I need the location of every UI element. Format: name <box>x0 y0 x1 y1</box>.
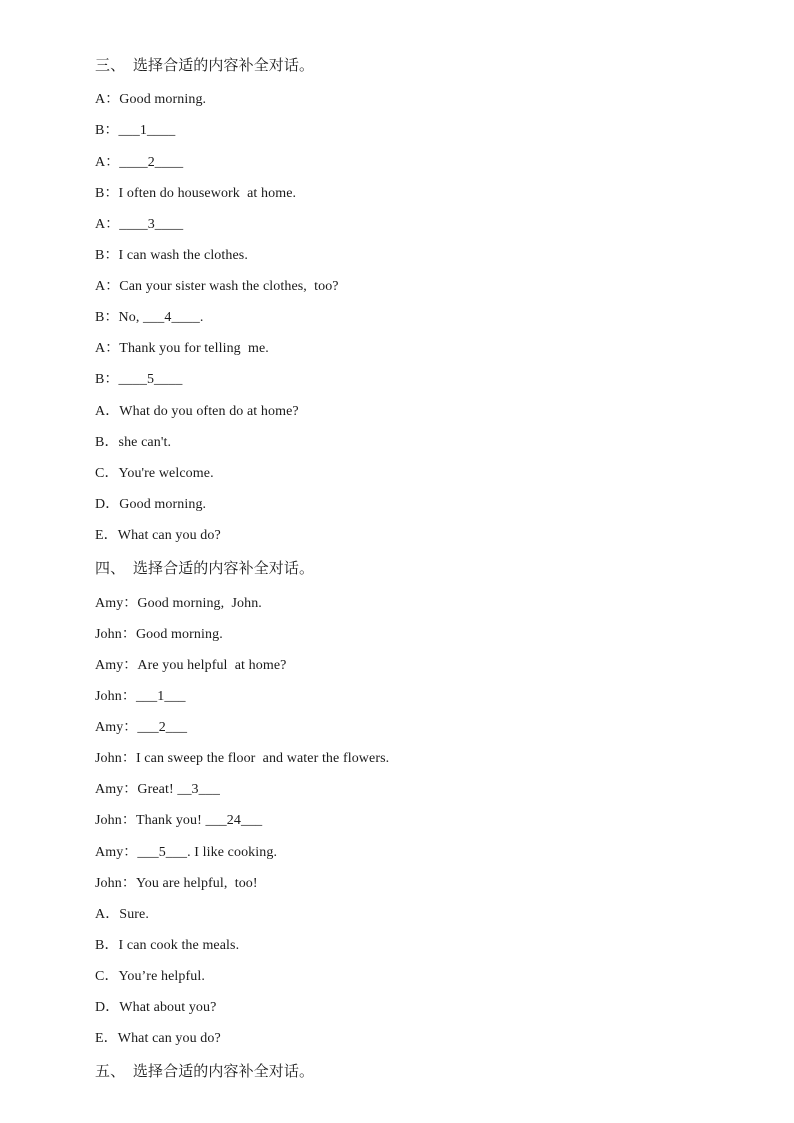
section-4-option: D．What about you? <box>95 1000 217 1015</box>
section-3-dialogue-line: B：___1____ <box>95 123 176 138</box>
section-3-dialogue-line: B：No, ___4____. <box>95 310 204 325</box>
section-4-dialogue-line: Amy：Good morning, John. <box>95 596 262 611</box>
section-4-option: C．You’re helpful. <box>95 969 205 984</box>
section-3-option: C．You're welcome. <box>95 466 214 481</box>
section-3-dialogue-line: A：____3____ <box>95 217 184 232</box>
section-3-dialogue-line: A：Can your sister wash the clothes, too? <box>95 279 339 294</box>
section-4-option: A．Sure. <box>95 907 149 922</box>
section-4-dialogue-line: John：I can sweep the floor and water the flowers. <box>95 751 390 766</box>
section-3-option: A．What do you often do at home? <box>95 404 299 419</box>
section-3-option: D．Good morning. <box>95 497 207 512</box>
section-3-dialogue-line: B：____5____ <box>95 372 183 387</box>
section-4-dialogue-line: John：___1___ <box>95 689 186 704</box>
section-4-option: E．What can you do? <box>95 1031 221 1046</box>
section-4-dialogue-line: Amy：___5___. I like cooking. <box>95 845 278 860</box>
section-4-dialogue-line: John：Thank you! ___24___ <box>95 813 263 828</box>
section-4-option: B．I can cook the meals. <box>95 938 240 953</box>
section-3-dialogue-line: B：I often do housework at home. <box>95 186 297 201</box>
section-4-dialogue-line: Amy：Are you helpful at home? <box>95 658 287 673</box>
section-5-heading: 五、 选择合适的内容补全对话。 <box>95 1064 315 1080</box>
section-3-option: E．What can you do? <box>95 528 221 543</box>
section-3-dialogue-line: A：____2____ <box>95 155 184 170</box>
section-3-dialogue-line: A：Good morning. <box>95 92 207 107</box>
section-3-heading: 三、 选择合适的内容补全对话。 <box>95 58 315 74</box>
section-3-option: B．she can't. <box>95 435 172 450</box>
section-3-dialogue-line: A：Thank you for telling me. <box>95 341 269 356</box>
section-4-heading: 四、 选择合适的内容补全对话。 <box>95 561 315 577</box>
section-4-dialogue-line: John：Good morning. <box>95 627 223 642</box>
section-4-dialogue-line: Amy：Great! __3___ <box>95 782 220 797</box>
section-4-dialogue-line: Amy：___2___ <box>95 720 188 735</box>
section-4-dialogue-line: John：You are helpful, too! <box>95 876 258 891</box>
section-3-dialogue-line: B：I can wash the clothes. <box>95 248 248 263</box>
